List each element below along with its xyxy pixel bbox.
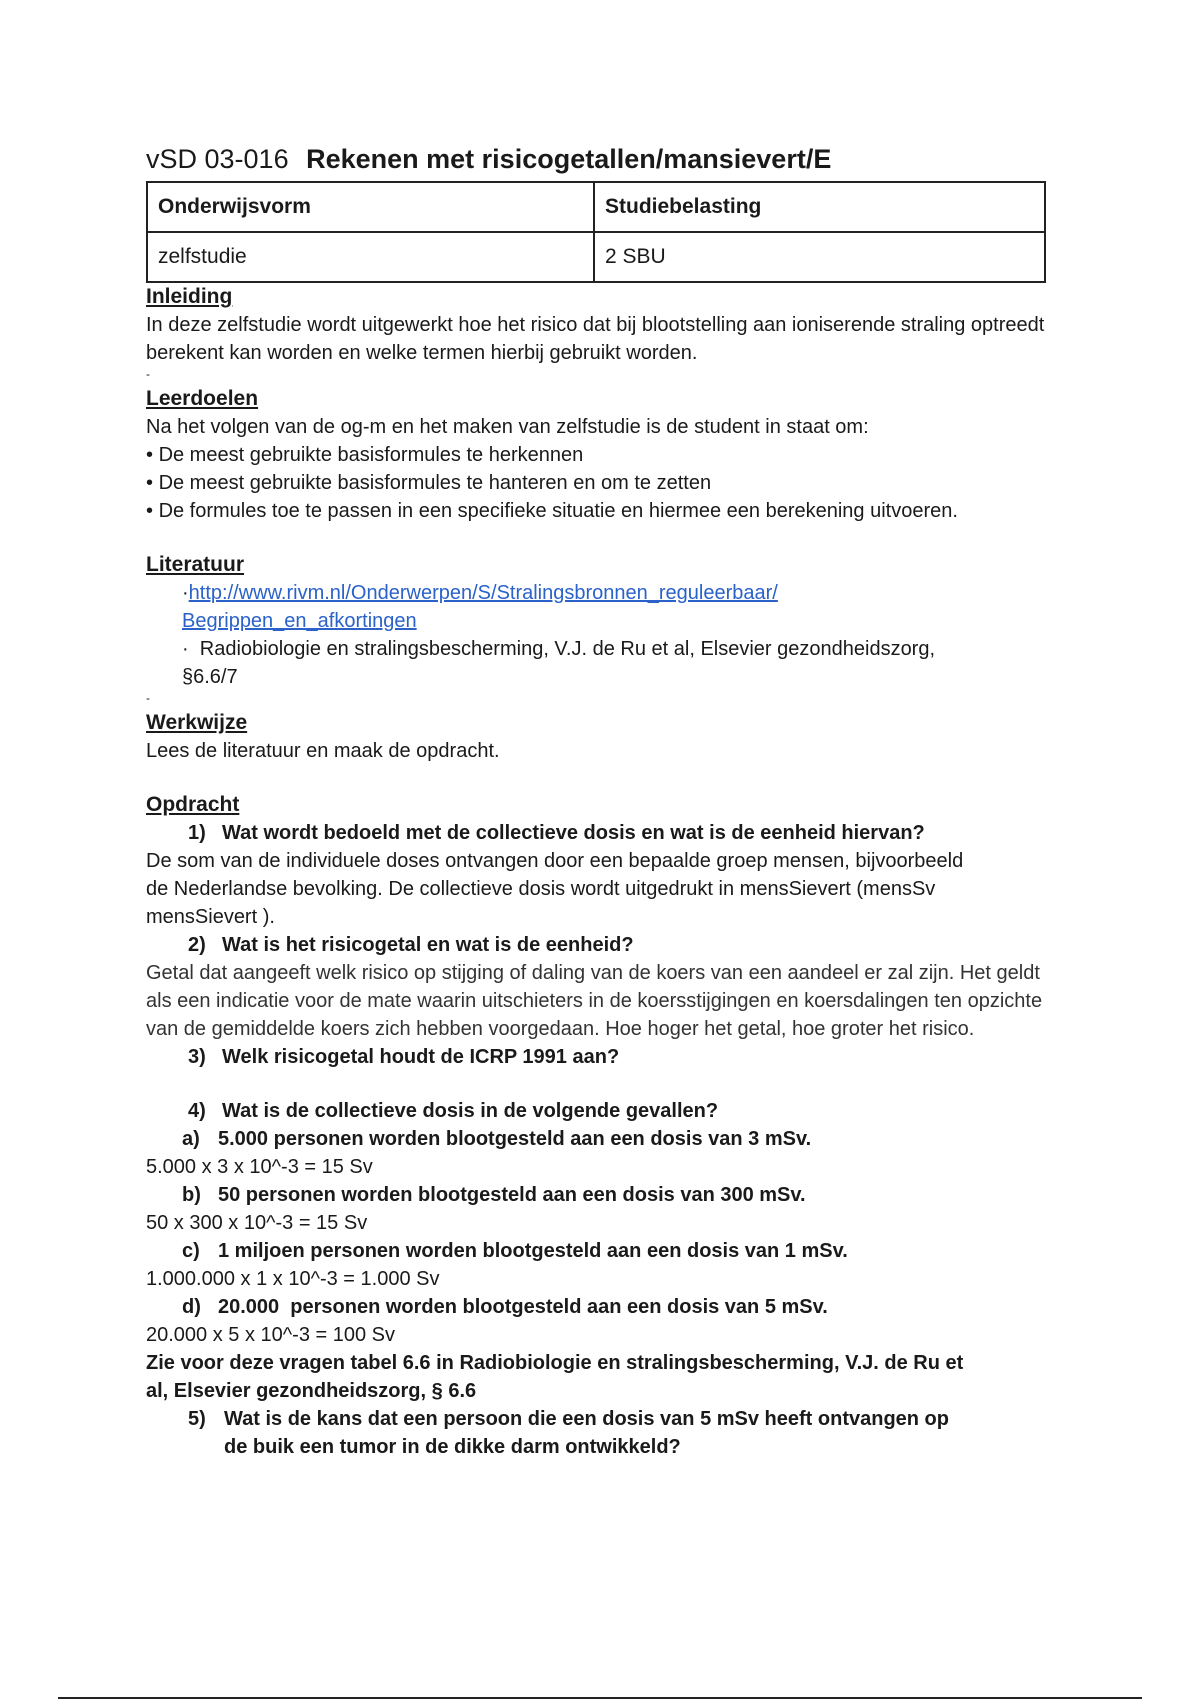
question-text <box>224 1405 949 1461</box>
question-5-line1: Wat is de kans dat een persoon die een dosis van 5 mSv heeft ontvangen op <box>224 1408 949 1430</box>
subquestion-letter: c) <box>182 1240 200 1262</box>
answer-4d: 20.000 x 5 x 10^-3 = 100 Sv <box>146 1324 395 1346</box>
question-5-line2: de buik een tumor in de dikke darm ontwikkeld? <box>224 1436 681 1458</box>
question-4c <box>146 1237 1066 1265</box>
question-3 <box>146 1043 1066 1071</box>
answer-1-line: de Nederlandse bevolking. De collectieve dosis wordt uitgedrukt in mensSievert (mensSv <box>146 878 936 900</box>
list-item: • De meest gebruikte basisformules te hanteren en om te zetten <box>146 469 1066 497</box>
subquestion-text: 5.000 personen worden blootgesteld aan een dosis van 3 mSv. <box>218 1128 812 1150</box>
question-text: Wat is het risicogetal en wat is de eenheid? <box>222 934 634 956</box>
literatuur-book-paragraph: §6.6/7 <box>182 666 238 688</box>
literatuur-book-line1: Radiobiologie en stralingsbescherming, V.J. de Ru et al, Elsevier gezondheidszorg, <box>199 638 936 660</box>
document-code: vSD 03-016 <box>146 144 289 174</box>
question-number: 4) <box>188 1100 206 1122</box>
answer-4c: 1.000.000 x 1 x 10^-3 = 1.000 Sv <box>146 1268 440 1290</box>
meta-table-header-row <box>147 182 1045 232</box>
subquestion-text: 1 miljoen personen worden blootgesteld aan een dosis van 1 mSv. <box>218 1240 848 1262</box>
answer-4b: 50 x 300 x 10^-3 = 15 Sv <box>146 1212 368 1234</box>
document-name: Rekenen met risicogetallen/mansievert/E <box>306 144 832 174</box>
question-4a <box>146 1125 1066 1153</box>
question-number: 2) <box>188 934 206 956</box>
answer-2-line: Getal dat aangeeft welk risico op stijging of daling van de koers van een aandeel er zal zijn. Het geldt <box>146 962 1040 984</box>
meta-table-value-row <box>147 232 1045 282</box>
leerdoelen-heading: Leerdoelen <box>146 387 259 410</box>
question-text: Welk risicogetal houdt de ICRP 1991 aan? <box>222 1046 620 1068</box>
question-5 <box>146 1405 1066 1461</box>
meta-header-onderwijsvorm: Onderwijsvorm <box>147 182 594 232</box>
spacer-dash: - <box>146 691 150 705</box>
literatuur-link-line[interactable]: ·http://www.rivm.nl/Onderwerpen/S/Stralingsbronnen_reguleerbaar/ <box>182 582 778 604</box>
document-title <box>146 144 1066 175</box>
document-page <box>146 144 1066 1461</box>
answer-2-line: van de gemiddelde koers zich hebben voorgedaan. Hoe hoger het getal, hoe groter het risico. <box>146 1018 975 1040</box>
rivm-link[interactable]: http://www.rivm.nl/Onderwerpen/S/Stralingsbronnen_reguleerbaar/ <box>188 582 778 604</box>
meta-value-onderwijsvorm: zelfstudie <box>147 232 594 282</box>
answer-1-line: mensSievert ). <box>146 906 275 928</box>
inleiding-heading: Inleiding <box>146 285 233 308</box>
list-item: • De formules toe te passen in een specifieke situatie en hiermee een berekening uitvoeren. <box>146 497 1066 525</box>
question-4b <box>146 1181 1066 1209</box>
werkwijze-heading: Werkwijze <box>146 711 248 734</box>
answer-1-line: De som van de individuele doses ontvangen door een bepaalde groep mensen, bijvoorbeeld <box>146 850 964 872</box>
subquestion-letter: a) <box>182 1128 200 1150</box>
page-bottom-rule <box>58 1697 1142 1699</box>
question-number: 1) <box>188 822 206 844</box>
question-2 <box>146 931 1066 959</box>
rivm-link-continued[interactable]: Begrippen_en_afkortingen <box>182 610 417 632</box>
question-text: Wat wordt bedoeld met de collectieve dosis en wat is de eenheid hiervan? <box>222 822 925 844</box>
leerdoelen-intro: Na het volgen van de og-m en het maken van zelfstudie is de student in staat om: <box>146 416 869 438</box>
meta-value-studiebelasting: 2 SBU <box>594 232 1045 282</box>
reference-note-line: Zie voor deze vragen tabel 6.6 in Radiobiologie en stralingsbescherming, V.J. de Ru et <box>146 1352 964 1374</box>
inleiding-text: In deze zelfstudie wordt uitgewerkt hoe het risico dat bij blootstelling aan ioniserende straling optreedt berekent kan worden en welke termen hierbij gebruikt worden. <box>146 314 1045 364</box>
leerdoelen-list <box>146 441 1066 525</box>
answer-2-line: als een indicatie voor de mate waarin uitschieters in de koersstijgingen en koersdalingen ten opzichte <box>146 990 1043 1012</box>
subquestion-text: 20.000 personen worden blootgesteld aan een dosis van 5 mSv. <box>218 1296 828 1318</box>
spacer-dash: - <box>146 367 150 381</box>
question-1 <box>146 819 1066 847</box>
subquestion-text: 50 personen worden blootgesteld aan een dosis van 300 mSv. <box>218 1184 806 1206</box>
literatuur-link-line-2[interactable] <box>182 607 1066 635</box>
list-item: • De meest gebruikte basisformules te herkennen <box>146 441 1066 469</box>
opdracht-heading: Opdracht <box>146 793 240 816</box>
meta-table <box>146 181 1046 283</box>
subquestion-letter: b) <box>182 1184 201 1206</box>
literatuur-book: · Radiobiologie en stralingsbescherming, V.J. de Ru et al, Elsevier gezondheidszorg, <box>182 638 936 660</box>
question-4 <box>146 1097 1066 1125</box>
question-number: 3) <box>188 1046 206 1068</box>
answer-4a: 5.000 x 3 x 10^-3 = 15 Sv <box>146 1156 373 1178</box>
werkwijze-text: Lees de literatuur en maak de opdracht. <box>146 740 500 762</box>
subquestion-letter: d) <box>182 1296 201 1318</box>
meta-header-studiebelasting: Studiebelasting <box>594 182 1045 232</box>
question-text: Wat is de collectieve dosis in de volgende gevallen? <box>222 1100 719 1122</box>
reference-note-line: al, Elsevier gezondheidszorg, § 6.6 <box>146 1380 477 1402</box>
question-4d <box>146 1293 1066 1321</box>
literatuur-list <box>146 579 1066 691</box>
literatuur-heading: Literatuur <box>146 553 245 576</box>
question-number: 5) <box>188 1408 206 1430</box>
